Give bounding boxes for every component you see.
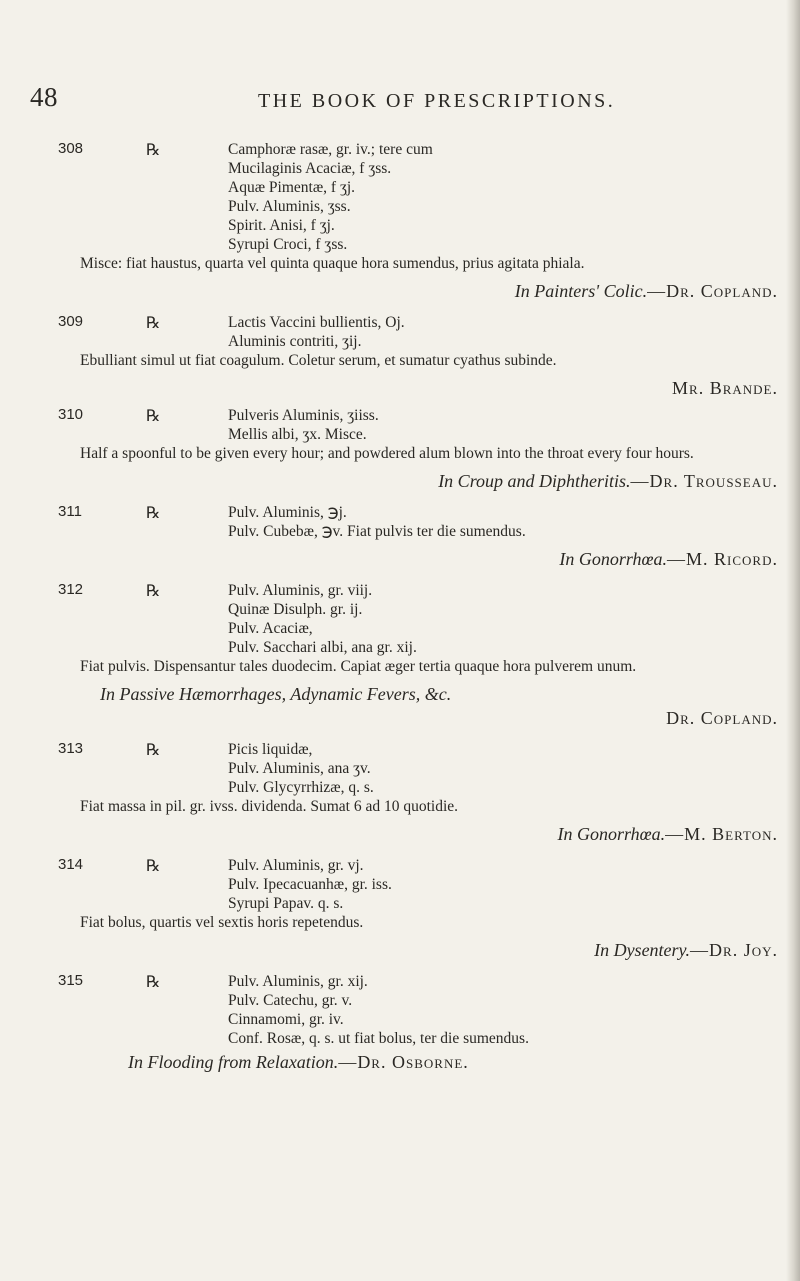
attribution xyxy=(58,547,778,571)
ingredient-line: Pulv. Glycyrrhizæ, q. s. xyxy=(228,779,374,796)
attribution xyxy=(100,682,778,706)
ingredient-line: Cinnamomi, gr. iv. xyxy=(228,1011,344,1028)
ingredient-line: Pulv. Ipecacuanhæ, gr. iss. xyxy=(228,876,392,893)
recipe-313 xyxy=(58,740,778,846)
condition: In Passive Hæmorrhages, Adynamic Fevers, &c. xyxy=(100,684,452,704)
attribution xyxy=(58,376,778,400)
author: Dr. Copland. xyxy=(666,708,778,728)
recipe-number: 315 xyxy=(58,972,84,989)
directions: Misce: fiat haustus, quarta vel quinta quaque hora sumendus, prius agitata phiala. xyxy=(80,255,585,272)
author: —Dr. Trousseau. xyxy=(630,471,778,491)
directions: Fiat pulvis. Dispensantur tales duodecim. Capiat æger tertia quaque hora pulverem unum. xyxy=(80,658,637,675)
recipe-308 xyxy=(58,140,778,303)
ingredient-line: Syrupi Croci, f ʒss. xyxy=(228,236,348,253)
rx-symbol: ℞ xyxy=(146,505,161,522)
condition: In Gonorrhœa. xyxy=(559,549,668,569)
rx-symbol: ℞ xyxy=(146,408,161,425)
ingredient-line: Pulv. Catechu, gr. v. xyxy=(228,992,353,1009)
condition: In Gonorrhœa. xyxy=(557,824,666,844)
ingredient-line: Picis liquidæ, xyxy=(228,741,313,758)
page-edge-shadow xyxy=(786,0,800,1281)
recipe-309 xyxy=(58,313,778,400)
ingredient-line: Spirit. Anisi, f ʒj. xyxy=(228,217,335,234)
ingredient-line: Pulveris Aluminis, ʒiiss. xyxy=(228,407,379,424)
ingredient-line: Lactis Vaccini bullientis, Oj. xyxy=(228,314,405,331)
ingredient-line: Syrupi Papav. q. s. xyxy=(228,895,344,912)
recipe-number: 314 xyxy=(58,856,84,873)
ingredient-line: Pulv. Aluminis, gr. vj. xyxy=(228,857,364,874)
ingredient-line: Aquæ Pimentæ, f ʒj. xyxy=(228,179,356,196)
rx-symbol: ℞ xyxy=(146,858,161,875)
recipe-310 xyxy=(58,406,778,493)
directions: Half a spoonful to be given every hour; and powdered alum blown into the throat every four hours. xyxy=(80,445,694,462)
ingredient-line: Pulv. Aluminis, gr. xij. xyxy=(228,973,368,990)
rx-symbol: ℞ xyxy=(146,315,161,332)
recipe-number: 313 xyxy=(58,740,84,757)
page-number: 48 xyxy=(30,82,58,112)
condition: In Flooding from Relaxation. xyxy=(128,1052,339,1072)
recipe-311 xyxy=(58,503,778,571)
recipe-number: 312 xyxy=(58,581,84,598)
ingredient-line: Pulv. Aluminis, ℈j. xyxy=(228,504,347,521)
ingredient-line: Aluminis contriti, ʒij. xyxy=(228,333,362,350)
running-title: THE BOOK OF PRESCRIPTIONS. xyxy=(258,90,616,112)
attribution-author xyxy=(58,706,778,730)
attribution xyxy=(128,1050,778,1074)
author: —M. Berton. xyxy=(665,824,778,844)
ingredient-line: Pulv. Cubebæ, ℈v. Fiat pulvis ter die sumendus. xyxy=(228,523,526,540)
attribution xyxy=(58,469,778,493)
ingredient-line: Pulv. Aluminis, gr. viij. xyxy=(228,582,373,599)
author: —Dr. Osborne. xyxy=(338,1052,469,1072)
condition: In Dysentery. xyxy=(594,940,691,960)
recipe-number: 309 xyxy=(58,313,84,330)
rx-symbol: ℞ xyxy=(146,742,161,759)
ingredient-line: Pulv. Sacchari albi, ana gr. xij. xyxy=(228,639,417,656)
recipe-315 xyxy=(58,972,778,1074)
recipe-312 xyxy=(58,581,778,730)
recipe-number: 311 xyxy=(58,503,82,520)
author: —Dr. Joy. xyxy=(690,940,778,960)
condition: In Croup and Diphtheritis. xyxy=(438,471,631,491)
attribution xyxy=(58,279,778,303)
page-content xyxy=(58,140,778,1074)
ingredient-line: Quinæ Disulph. gr. ij. xyxy=(228,601,363,618)
author: —M. Ricord. xyxy=(667,549,778,569)
rx-symbol: ℞ xyxy=(146,583,161,600)
recipe-number: 308 xyxy=(58,140,84,157)
attribution xyxy=(58,938,778,962)
ingredient-line: Camphoræ rasæ, gr. iv.; tere cum xyxy=(228,141,433,158)
directions: Fiat massa in pil. gr. ivss. dividenda. Sumat 6 ad 10 quotidie. xyxy=(80,798,459,815)
recipe-number: 310 xyxy=(58,406,84,423)
author: Mr. Brande. xyxy=(672,378,778,398)
rx-symbol: ℞ xyxy=(146,142,161,159)
directions: Ebulliant simul ut fiat coagulum. Coletur serum, et sumatur cyathus subinde. xyxy=(80,352,557,369)
ingredient-line: Pulv. Aluminis, ana ʒv. xyxy=(228,760,371,777)
ingredient-line: Mucilaginis Acaciæ, f ʒss. xyxy=(228,160,392,177)
ingredient-line: Pulv. Aluminis, ʒss. xyxy=(228,198,351,215)
attribution xyxy=(58,822,778,846)
ingredient-line: Conf. Rosæ, q. s. ut fiat bolus, ter die sumendus. xyxy=(228,1030,529,1047)
condition: In Painters' Colic. xyxy=(514,281,648,301)
author: —Dr. Copland. xyxy=(647,281,778,301)
ingredient-line: Mellis albi, ʒx. Misce. xyxy=(228,426,367,443)
rx-symbol: ℞ xyxy=(146,974,161,991)
recipe-314 xyxy=(58,856,778,962)
directions: Fiat bolus, quartis vel sextis horis repetendus. xyxy=(80,914,364,931)
ingredient-line: Pulv. Acaciæ, xyxy=(228,620,313,637)
